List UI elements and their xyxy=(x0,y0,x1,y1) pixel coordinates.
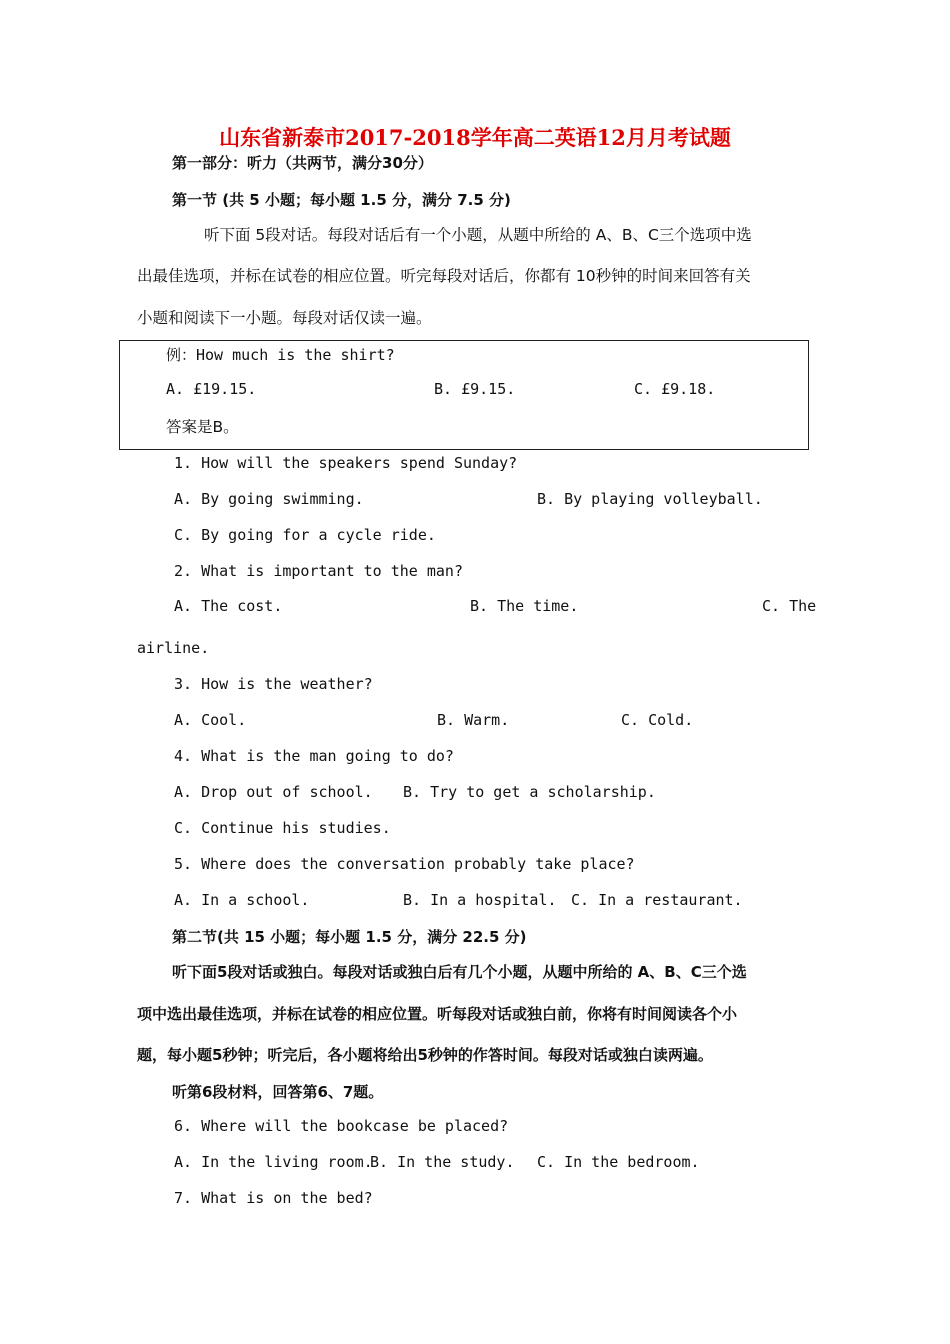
q5-option-a: A. In a school. xyxy=(174,891,310,909)
example-question: 例：How much is the shirt? xyxy=(166,346,395,364)
example-answer: 答案是B。 xyxy=(166,418,239,436)
section1-instructions-line1: 听下面 5段对话。每段对话后有一个小题，从题中所给的 A、B、C三个选项中选 xyxy=(204,226,752,244)
q4-option-b: B. Try to get a scholarship. xyxy=(403,783,656,801)
section2-instructions-line3: 题，每小题5秒钟；听完后，各小题将给出5秒钟的作答时间。每段对话或独白读两遍。 xyxy=(137,1046,713,1064)
example-option-c: C. £9.18. xyxy=(634,380,716,398)
q3-option-a: A. Cool. xyxy=(174,711,247,729)
part1-heading: 第一部分：听力（共两节，满分30分） xyxy=(172,154,433,172)
q6-option-a: A. In the living room. xyxy=(174,1153,373,1171)
q6-stem: 6. Where will the bookcase be placed? xyxy=(174,1117,509,1135)
section1-instructions-line3: 小题和阅读下一小题。每段对话仅读一遍。 xyxy=(137,309,432,327)
material6-heading: 听第6段材料，回答第6、7题。 xyxy=(172,1083,384,1101)
q6-option-b: B. In the study. xyxy=(370,1153,515,1171)
section2-instructions-line1: 听下面5段对话或独白。每段对话或独白后有几个小题，从题中所给的 A、B、C三个选 xyxy=(172,963,747,981)
section2-heading: 第二节(共 15 小题；每小题 1.5 分，满分 22.5 分) xyxy=(172,928,527,946)
q4-stem: 4. What is the man going to do? xyxy=(174,747,454,765)
section2-instructions-line2: 项中选出最佳选项，并标在试卷的相应位置。听每段对话或独白前，你将有时间阅读各个小 xyxy=(137,1005,738,1023)
q1-option-b: B. By playing volleyball. xyxy=(537,490,763,508)
q1-stem: 1. How will the speakers spend Sunday? xyxy=(174,454,518,472)
section1-instructions-line2: 出最佳选项，并标在试卷的相应位置。听完每段对话后，你都有 10秒钟的时间来回答有关 xyxy=(137,267,751,285)
q2-stem: 2. What is important to the man? xyxy=(174,562,463,580)
q3-stem: 3. How is the weather? xyxy=(174,675,373,693)
example-option-a: A. £19.15. xyxy=(166,380,257,398)
q5-option-b: B. In a hospital. xyxy=(403,891,557,909)
q6-option-c: C. In the bedroom. xyxy=(537,1153,700,1171)
q3-option-c: C. Cold. xyxy=(621,711,694,729)
example-option-b: B. £9.15. xyxy=(434,380,516,398)
q4-option-c: C. Continue his studies. xyxy=(174,819,391,837)
q2-option-a: A. The cost. xyxy=(174,597,283,615)
q1-option-a: A. By going swimming. xyxy=(174,490,364,508)
q7-stem: 7. What is on the bed? xyxy=(174,1189,373,1207)
page-title: 山东省新泰市2017-2018学年高二英语12月月考试题 xyxy=(219,125,731,150)
q5-option-c: C. In a restaurant. xyxy=(571,891,743,909)
q4-option-a: A. Drop out of school. xyxy=(174,783,373,801)
q5-stem: 5. Where does the conversation probably take place? xyxy=(174,855,635,873)
q2-option-c: C. The xyxy=(762,597,817,615)
q3-option-b: B. Warm. xyxy=(437,711,510,729)
section1-heading: 第一节 (共 5 小题；每小题 1.5 分，满分 7.5 分) xyxy=(172,191,511,209)
q2-option-b: B. The time. xyxy=(470,597,579,615)
q2-option-c-continued: airline. xyxy=(137,639,210,657)
q1-option-c: C. By going for a cycle ride. xyxy=(174,526,436,544)
